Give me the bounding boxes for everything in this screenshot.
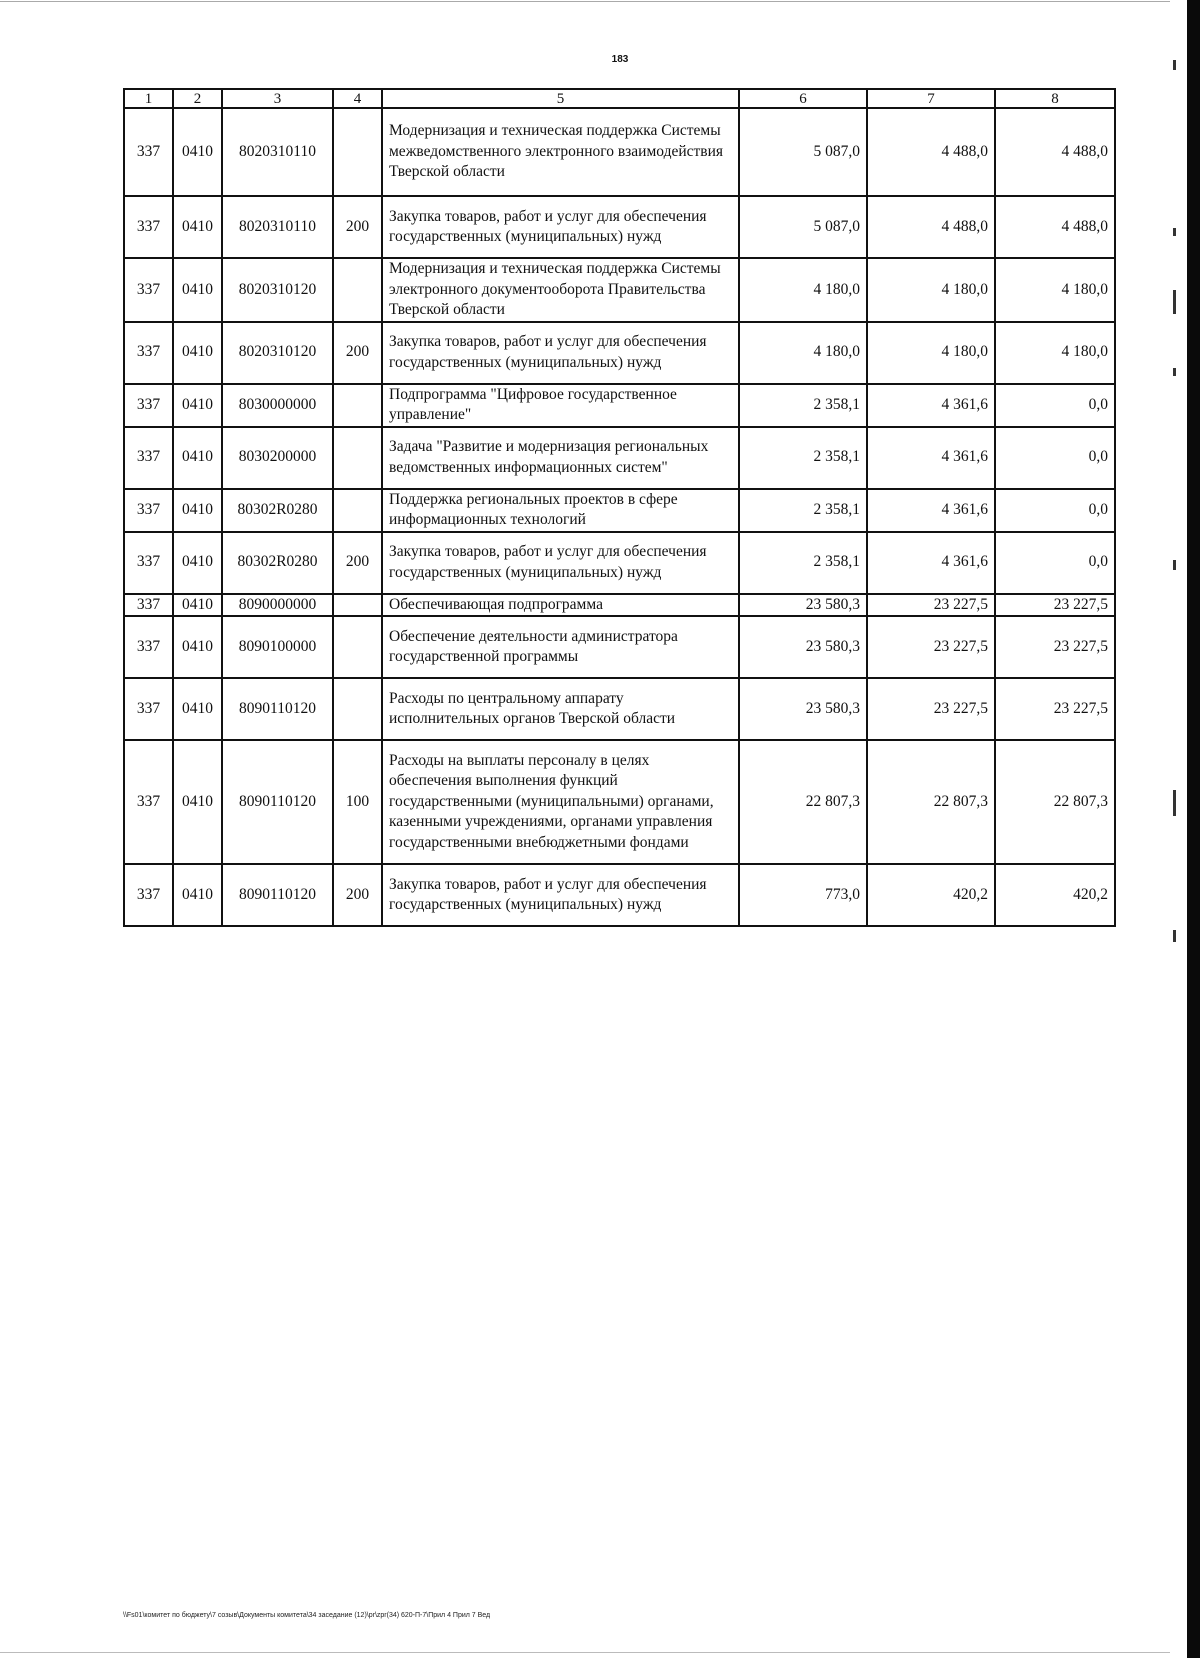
col-target-article: 80302R0280 <box>222 532 333 594</box>
col-target-article: 8090110120 <box>222 864 333 926</box>
col-description: Закупка товаров, работ и услуг для обеспечения государственных (муниципальных) нужд <box>382 532 739 594</box>
table-row <box>124 532 1115 594</box>
col-amount-year-2: 4 361,6 <box>867 532 995 594</box>
col-description: Модернизация и техническая поддержка Системы электронного документооборота Правительства Тверской области <box>382 258 739 322</box>
column-header: 7 <box>867 89 995 108</box>
col-description: Обеспечивающая подпрограмма <box>382 594 739 617</box>
col-section-code: 0410 <box>173 196 222 258</box>
col-section-code: 0410 <box>173 108 222 196</box>
table-row <box>124 108 1115 196</box>
col-amount-year-1: 5 087,0 <box>739 108 867 196</box>
table-row <box>124 196 1115 258</box>
table-row <box>124 384 1115 427</box>
table-row <box>124 678 1115 740</box>
col-amount-year-2: 4 488,0 <box>867 108 995 196</box>
col-section-code: 0410 <box>173 258 222 322</box>
scan-mark <box>1173 290 1176 314</box>
col-amount-year-2: 22 807,3 <box>867 740 995 864</box>
table-row <box>124 740 1115 864</box>
col-amount-year-2: 4 361,6 <box>867 489 995 532</box>
table-row <box>124 322 1115 384</box>
col-amount-year-3: 4 180,0 <box>995 258 1115 322</box>
scan-mark <box>1173 560 1176 570</box>
table-row <box>124 258 1115 322</box>
col-section-code: 0410 <box>173 864 222 926</box>
col-amount-year-2: 4 488,0 <box>867 196 995 258</box>
col-expense-type <box>333 489 382 532</box>
col-amount-year-3: 4 488,0 <box>995 196 1115 258</box>
col-expense-type <box>333 384 382 427</box>
col-expense-type: 200 <box>333 322 382 384</box>
scan-mark <box>1173 368 1176 376</box>
col-amount-year-3: 420,2 <box>995 864 1115 926</box>
col-section-code: 0410 <box>173 489 222 532</box>
column-header: 2 <box>173 89 222 108</box>
scan-top-edge <box>0 1 1170 2</box>
col-description: Модернизация и техническая поддержка Системы межведомственного электронного взаимодействия Тверской области <box>382 108 739 196</box>
col-section-code: 0410 <box>173 532 222 594</box>
col-expense-type: 200 <box>333 532 382 594</box>
col-amount-year-3: 23 227,5 <box>995 678 1115 740</box>
col-section-code: 0410 <box>173 322 222 384</box>
col-amount-year-3: 0,0 <box>995 427 1115 489</box>
col-expense-type <box>333 678 382 740</box>
col-amount-year-2: 23 227,5 <box>867 594 995 617</box>
col-admin-code: 337 <box>124 108 173 196</box>
col-section-code: 0410 <box>173 594 222 617</box>
col-amount-year-3: 4 180,0 <box>995 322 1115 384</box>
col-target-article: 8090000000 <box>222 594 333 617</box>
col-amount-year-1: 23 580,3 <box>739 594 867 617</box>
col-amount-year-1: 2 358,1 <box>739 532 867 594</box>
col-admin-code: 337 <box>124 616 173 678</box>
col-amount-year-2: 23 227,5 <box>867 616 995 678</box>
column-header: 6 <box>739 89 867 108</box>
col-admin-code: 337 <box>124 740 173 864</box>
scan-mark <box>1173 930 1176 942</box>
table-row <box>124 864 1115 926</box>
scan-mark <box>1173 790 1176 816</box>
col-expense-type <box>333 108 382 196</box>
table-row <box>124 489 1115 532</box>
col-amount-year-3: 23 227,5 <box>995 616 1115 678</box>
page-number: 183 <box>611 54 629 65</box>
col-amount-year-1: 2 358,1 <box>739 384 867 427</box>
col-admin-code: 337 <box>124 678 173 740</box>
col-description: Обеспечение деятельности администратора государственной программы <box>382 616 739 678</box>
col-amount-year-2: 420,2 <box>867 864 995 926</box>
col-section-code: 0410 <box>173 740 222 864</box>
col-admin-code: 337 <box>124 594 173 617</box>
col-expense-type: 200 <box>333 864 382 926</box>
column-header: 1 <box>124 89 173 108</box>
col-amount-year-2: 4 180,0 <box>867 258 995 322</box>
scan-bottom-edge <box>0 1652 1170 1653</box>
col-amount-year-1: 22 807,3 <box>739 740 867 864</box>
col-amount-year-1: 23 580,3 <box>739 616 867 678</box>
col-admin-code: 337 <box>124 196 173 258</box>
col-description: Поддержка региональных проектов в сфере информационных технологий <box>382 489 739 532</box>
header-row <box>124 89 1115 108</box>
col-target-article: 8020310110 <box>222 196 333 258</box>
col-expense-type <box>333 594 382 617</box>
col-amount-year-1: 2 358,1 <box>739 427 867 489</box>
col-admin-code: 337 <box>124 384 173 427</box>
col-amount-year-2: 4 361,6 <box>867 384 995 427</box>
col-amount-year-1: 23 580,3 <box>739 678 867 740</box>
col-target-article: 8020310120 <box>222 322 333 384</box>
col-amount-year-1: 773,0 <box>739 864 867 926</box>
col-amount-year-3: 0,0 <box>995 384 1115 427</box>
col-amount-year-1: 4 180,0 <box>739 258 867 322</box>
col-amount-year-1: 5 087,0 <box>739 196 867 258</box>
col-amount-year-2: 4 180,0 <box>867 322 995 384</box>
col-expense-type: 100 <box>333 740 382 864</box>
budget-table <box>123 88 1116 927</box>
col-expense-type: 200 <box>333 196 382 258</box>
col-description: Закупка товаров, работ и услуг для обеспечения государственных (муниципальных) нужд <box>382 196 739 258</box>
col-description: Задача "Развитие и модернизация региональных ведомственных информационных систем" <box>382 427 739 489</box>
col-amount-year-2: 4 361,6 <box>867 427 995 489</box>
col-target-article: 8090110120 <box>222 740 333 864</box>
column-header: 3 <box>222 89 333 108</box>
col-description: Расходы по центральному аппарату исполнительных органов Тверской области <box>382 678 739 740</box>
table-row <box>124 616 1115 678</box>
col-target-article: 8090110120 <box>222 678 333 740</box>
col-admin-code: 337 <box>124 322 173 384</box>
col-admin-code: 337 <box>124 864 173 926</box>
col-target-article: 80302R0280 <box>222 489 333 532</box>
col-admin-code: 337 <box>124 427 173 489</box>
file-path-footer: \\Fs01\комитет по бюджету\7 созыв\Документы комитета\34 заседание (12)\pr\zpr(34) 620-П-7\Прил 4 Прил 7 Вед <box>123 1612 491 1619</box>
col-target-article: 8030200000 <box>222 427 333 489</box>
col-description: Расходы на выплаты персоналу в целях обеспечения выполнения функций государственными (муниципальными) органами, казенными учреждениями, органами управления государственными внебюджетными фондами <box>382 740 739 864</box>
column-header: 4 <box>333 89 382 108</box>
col-expense-type <box>333 616 382 678</box>
col-target-article: 8090100000 <box>222 616 333 678</box>
col-admin-code: 337 <box>124 532 173 594</box>
col-amount-year-3: 22 807,3 <box>995 740 1115 864</box>
col-amount-year-3: 0,0 <box>995 532 1115 594</box>
col-amount-year-1: 4 180,0 <box>739 322 867 384</box>
table-row <box>124 594 1115 617</box>
column-header: 5 <box>382 89 739 108</box>
col-admin-code: 337 <box>124 489 173 532</box>
col-target-article: 8020310120 <box>222 258 333 322</box>
col-amount-year-2: 23 227,5 <box>867 678 995 740</box>
col-section-code: 0410 <box>173 427 222 489</box>
scan-mark <box>1173 228 1176 236</box>
col-section-code: 0410 <box>173 384 222 427</box>
col-section-code: 0410 <box>173 678 222 740</box>
table-row <box>124 427 1115 489</box>
col-description: Подпрограмма "Цифровое государственное управление" <box>382 384 739 427</box>
col-expense-type <box>333 427 382 489</box>
scan-edge-bar <box>1187 0 1200 1658</box>
column-header: 8 <box>995 89 1115 108</box>
col-amount-year-3: 0,0 <box>995 489 1115 532</box>
col-expense-type <box>333 258 382 322</box>
col-target-article: 8030000000 <box>222 384 333 427</box>
col-description: Закупка товаров, работ и услуг для обеспечения государственных (муниципальных) нужд <box>382 864 739 926</box>
col-amount-year-3: 4 488,0 <box>995 108 1115 196</box>
col-amount-year-3: 23 227,5 <box>995 594 1115 617</box>
col-admin-code: 337 <box>124 258 173 322</box>
col-description: Закупка товаров, работ и услуг для обеспечения государственных (муниципальных) нужд <box>382 322 739 384</box>
col-target-article: 8020310110 <box>222 108 333 196</box>
col-section-code: 0410 <box>173 616 222 678</box>
col-amount-year-1: 2 358,1 <box>739 489 867 532</box>
